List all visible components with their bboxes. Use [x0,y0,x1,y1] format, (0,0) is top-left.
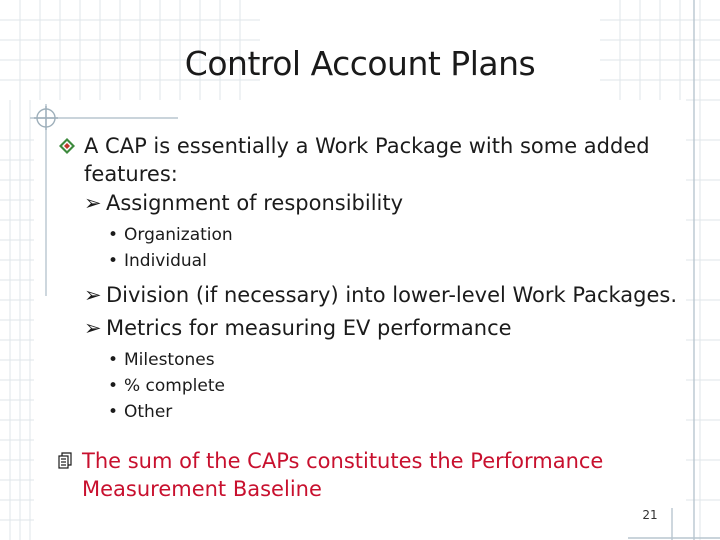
bullet-text: Metrics for measuring EV performance [106,316,512,340]
dot-bullet-icon: • [108,225,119,245]
bullet-level3 [106,248,708,274]
bullet-level2 [84,188,708,218]
arrow-bullet-icon: ➢ [84,283,102,307]
bullet-text: % complete [124,376,225,396]
slide-body [58,132,708,503]
bullet-text-line: Measurement Baseline [82,477,322,501]
bullet-level3 [106,399,708,425]
bullet-text: Assignment of responsibility [106,191,404,215]
bullet-level1 [58,132,708,188]
dot-bullet-icon: • [108,251,119,271]
slide-title: Control Account Plans [184,44,536,83]
diamond-bullet-icon [58,137,76,155]
dot-bullet-icon: • [108,350,119,370]
bullet-text: Organization [124,225,233,245]
arrow-bullet-icon: ➢ [84,316,102,340]
building-bullet-icon [56,451,74,469]
bullet-text: Other [124,402,173,422]
bullet-level1 [56,447,708,503]
bullet-level3 [106,222,708,248]
bullet-level3 [106,347,708,373]
bullet-level2 [84,313,708,343]
arrow-bullet-icon: ➢ [84,191,102,215]
bullet-level2 [84,280,708,310]
dot-bullet-icon: • [108,402,119,422]
bullet-text: Milestones [124,350,215,370]
bullet-text-line: The sum of the CAPs constitutes the Performance [82,449,604,473]
bullet-text: Division (if necessary) into lower-level Work Packages. [106,283,678,307]
bullet-text-line: A CAP is essentially a Work Package with some added [84,134,650,158]
dot-bullet-icon: • [108,376,119,396]
bullet-level3 [106,373,708,399]
bullet-text: Individual [124,251,207,271]
bullet-text-line: features: [84,162,178,186]
page-number: 21 [642,508,658,522]
